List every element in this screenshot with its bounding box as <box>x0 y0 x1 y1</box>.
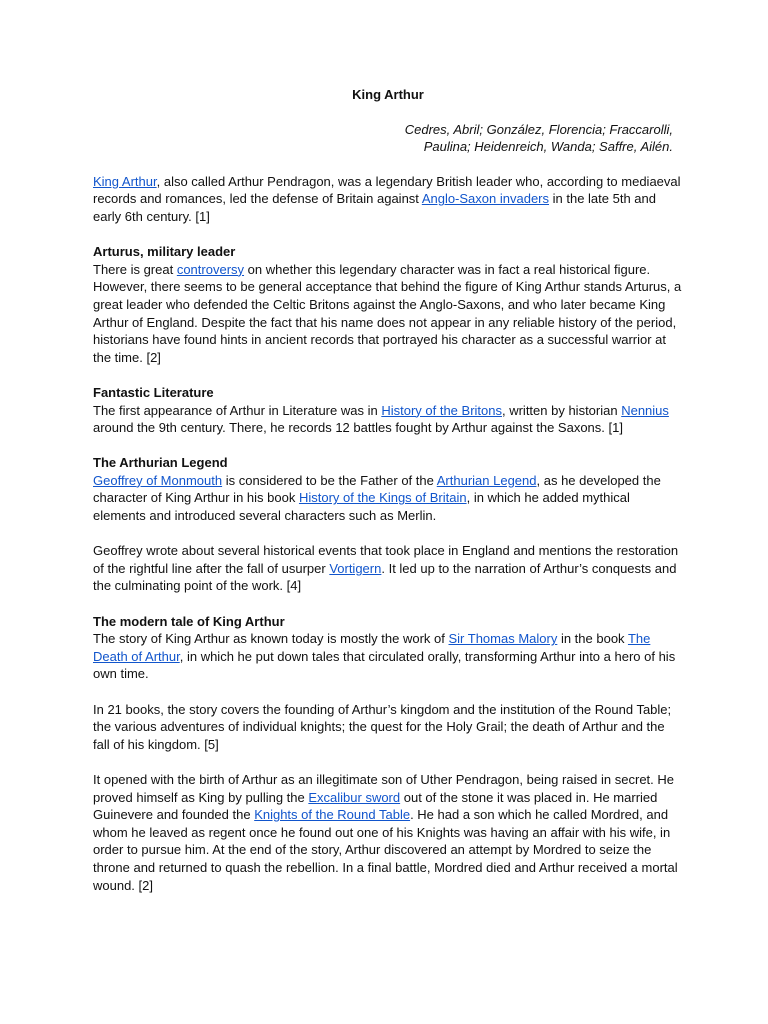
link-history-of-the-kings[interactable]: History of the Kings of Britain <box>298 490 467 506</box>
modern-tale-paragraph-3 <box>93 771 683 894</box>
heading-arturus: Arturus, military leader <box>93 244 236 260</box>
intro-paragraph <box>93 173 683 226</box>
modern-text-3: , in which he put down tales that circulated orally, transforming Arthur into a hero of his own time. <box>93 648 676 682</box>
legend-text-3: , in which he added mythical elements and introduced several characters such as Merlin. <box>93 490 630 524</box>
authors-line: Cedres, Abril; González, Florencia; Fraccarolli, Paulina; Heidenreich, Wanda; Saffre, Ailén. <box>404 121 673 155</box>
literature-text-1: The first appearance of Arthur in Literature was in <box>93 402 382 418</box>
link-king-arthur[interactable]: King Arthur <box>93 173 157 189</box>
link-anglo-saxon-invaders[interactable]: Anglo-Saxon invaders <box>421 191 550 207</box>
link-arthurian-legend[interactable]: Arthurian Legend <box>436 472 537 488</box>
link-the-death-of-arthur[interactable]: The Death of Arthur <box>93 631 651 664</box>
arturus-paragraph <box>93 261 683 367</box>
modern-tale-paragraph-2: In 21 books, the story covers the founding of Arthur’s kingdom and the institution of the Round Table; the various adventures of individual knights; the quest for the Holy Grail; the death of Arthur and the fall of his kingdom. [5] <box>93 701 672 752</box>
fantastic-literature-paragraph <box>93 402 683 437</box>
document-page <box>93 86 683 912</box>
arthurian-legend-paragraph-2 <box>93 542 683 595</box>
modern-text-2: in the book <box>557 631 628 647</box>
legend-text-1: is considered to be the Father of the <box>222 472 437 488</box>
arturus-text-1: There is great <box>93 261 177 277</box>
intro-text-1: , also called Arthur Pendragon, was a legendary British leader who, according to mediaeval records and romances, led the defense of Britain against <box>93 173 681 207</box>
legend-text-2: , as he developed the character of King Arthur in his book <box>93 472 661 506</box>
modern-tale-paragraph-1 <box>93 630 683 683</box>
arthurian-legend-paragraph-1 <box>93 472 683 525</box>
literature-text-2: , written by historian <box>501 402 622 418</box>
modern-text-1: The story of King Arthur as known today is mostly the work of <box>93 631 449 647</box>
modern-p3-text-1: It opened with the birth of Arthur as an illegitimate son of Uther Pendragon, being raised in secret. He proved himself as King by pulling the <box>93 771 675 805</box>
link-sir-thomas-malory[interactable]: Sir Thomas Malory <box>448 631 558 647</box>
heading-modern-tale: The modern tale of King Arthur <box>93 613 285 629</box>
link-vortigern[interactable]: Vortigern <box>329 560 382 576</box>
link-history-of-the-britons[interactable]: History of the Britons <box>381 402 502 418</box>
legend-p2-text-1: Geoffrey wrote about several historical events that took place in England and mentions the restoration of the rightful line after the fall of usurper <box>93 543 679 576</box>
link-geoffrey-of-monmouth[interactable]: Geoffrey of Monmouth <box>93 472 223 488</box>
heading-arthurian-legend: The Arthurian Legend <box>93 455 228 471</box>
legend-p2-text-2: . It led up to the narration of Arthur’s conquests and the culminating point of the work. [4] <box>93 560 677 594</box>
modern-p3-text-2: out of the stone it was placed in. He married Guinevere and founded the <box>93 789 658 823</box>
document-title: King Arthur <box>352 87 424 102</box>
link-nennius[interactable]: Nennius <box>621 402 669 418</box>
link-excalibur-sword[interactable]: Excalibur sword <box>308 789 401 805</box>
modern-p3-text-3: . He had a son which he called Mordred, and whom he leaved as regent once he found out one of his Knights was having an affair with his wife, in order to pursue him. At the end of the story, Arthur discovered an attempt by Mordred to seize the throne and returned to quash the rebellion. In a final battle, Mordred died and Arthur received a mortal wound. [2] <box>93 807 678 893</box>
link-controversy[interactable]: controversy <box>176 261 245 277</box>
heading-fantastic-literature: Fantastic Literature <box>93 384 214 400</box>
link-knights-of-the-round-table[interactable]: Knights of the Round Table <box>254 807 411 823</box>
intro-text-2: in the late 5th and early 6th century. [1] <box>93 191 656 224</box>
arturus-text-2: on whether this legendary character was in fact a real historical figure. However, there seems to be general acceptance that behind the figure of King Arthur stands Arturus, a great leader who defended the Celtic Britons against the Anglo-Saxons, and who later became King Arthur of England. Despite the fact that his name does not appear in any reliable history of the period, historians have found hints in ancient records that portrayed his character as a successful warrior at the time. [2] <box>93 261 682 365</box>
literature-text-3: around the 9th century. There, he records 12 battles fought by Arthur against the Saxons. [1] <box>93 420 623 436</box>
